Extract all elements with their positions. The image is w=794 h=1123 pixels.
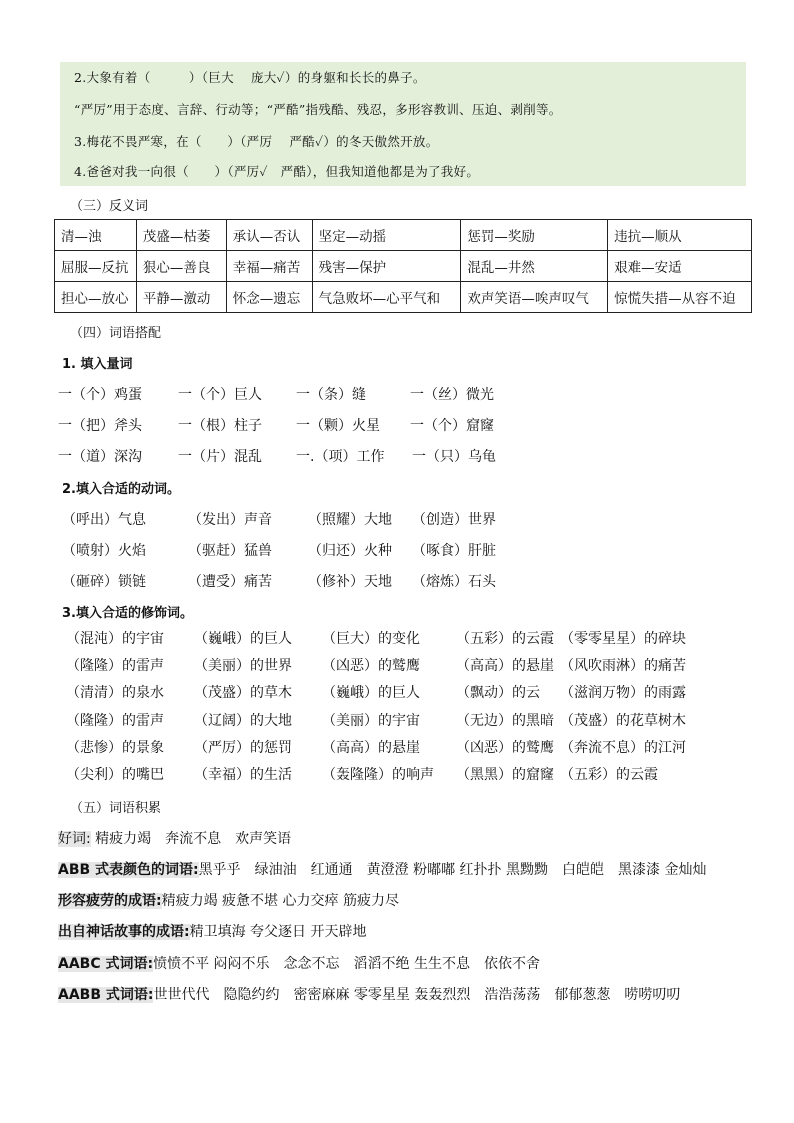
accumulation-line [58, 921, 367, 941]
table-cell: 怀念—遗忘 [226, 282, 312, 313]
exercise-line-4: 4.爸爸对我一向很（ ）（严厉✓ 严酷），但我知道他都是为了我好。 [74, 164, 480, 179]
table-cell: 屈服—反抗 [55, 251, 137, 282]
table-row [55, 282, 752, 313]
table-cell: 承认—否认 [226, 220, 312, 251]
accumulation-label: 形容疲劳的成语: [58, 893, 162, 909]
accumulation-line [58, 859, 706, 879]
list-item: （驱赶）猛兽 [188, 543, 272, 559]
list-item: （创造）世界 [412, 512, 496, 528]
table-cell: 气急败坏—心平气和 [312, 282, 461, 313]
section-title-accumulation: （五）词语积累 [70, 801, 162, 816]
verb-title: 2.填入合适的动词。 [62, 482, 180, 497]
table-cell: 茂盛—枯萎 [136, 220, 226, 251]
list-item: （五彩）的云霞 [456, 631, 554, 647]
list-item: （轰隆隆）的响声 [322, 767, 434, 783]
list-item: （隆隆）的雷声 [66, 658, 164, 674]
list-item: 一（丝）微光 [410, 387, 494, 403]
table-cell: 幸福—痛苦 [226, 251, 312, 282]
accumulation-content: 愤愤不平 闷闷不乐 念念不忘 滔滔不绝 生生不息 依依不舍 [153, 956, 540, 972]
list-item: （高高）的悬崖 [322, 740, 420, 756]
accumulation-content: 精卫填海 夸父逐日 开天辟地 [189, 924, 367, 940]
accumulation-line [58, 953, 540, 973]
list-item: 一（道）深沟 [58, 449, 142, 465]
list-item: （巍峨）的巨人 [194, 631, 292, 647]
list-item: （风吹雨淋）的痛苦 [560, 658, 686, 674]
list-item: （喷射）火焰 [62, 543, 146, 559]
list-item: （滋润万物）的雨露 [560, 685, 686, 701]
accumulation-line [58, 890, 399, 910]
list-item: （奔流不息）的江河 [560, 740, 686, 756]
list-item: （黑黑）的窟窿 [456, 767, 554, 783]
list-item: （辽阔）的大地 [194, 713, 292, 729]
list-item: （归还）火种 [308, 543, 392, 559]
list-item: （五彩）的云霞 [560, 767, 658, 783]
list-item: （飘动）的云 [456, 685, 540, 701]
list-item: （混沌）的宇宙 [66, 631, 164, 647]
accumulation-label: ABB 式表颜色的词语: [58, 862, 199, 878]
list-item: （茂盛）的花草树木 [560, 713, 686, 729]
list-item: 一（根）柱子 [178, 418, 262, 434]
list-item: （茂盛）的草木 [194, 685, 292, 701]
list-item: （凶恶）的鹫鹰 [456, 740, 554, 756]
table-cell: 违抗—顺从 [608, 220, 752, 251]
list-item: （幸福）的生活 [194, 767, 292, 783]
list-item: （无边）的黑暗 [456, 713, 554, 729]
list-item: （零零星星）的碎块 [560, 631, 686, 647]
antonym-table [54, 219, 752, 313]
list-item: 一（个）窟窿 [410, 418, 494, 434]
accumulation-label: AABC 式词语: [58, 956, 154, 972]
list-item: （尖利）的嘴巴 [66, 767, 164, 783]
accumulation-label: 好词: [58, 831, 91, 847]
list-item: （呼出）气息 [62, 512, 146, 528]
list-item: （啄食）肝脏 [412, 543, 496, 559]
list-item: （遭受）痛苦 [188, 574, 272, 590]
explanation-box [60, 62, 746, 186]
section-title-antonyms: （三）反义词 [70, 199, 149, 214]
list-item: 一（只）乌龟 [412, 449, 496, 465]
list-item: 一.（项）工作 [296, 449, 385, 465]
list-item: 一（个）鸡蛋 [58, 387, 142, 403]
table-row [55, 220, 752, 251]
list-item: （巍峨）的巨人 [322, 685, 420, 701]
accumulation-line [58, 828, 291, 848]
list-item: （熔炼）石头 [412, 574, 496, 590]
list-item: （发出）声音 [188, 512, 272, 528]
exercise-line-2: 2.大象有着（ ）（巨大 庞大✓）的身躯和长长的鼻子。 [74, 70, 426, 85]
table-cell: 担心—放心 [55, 282, 137, 313]
list-item: （修补）天地 [308, 574, 392, 590]
list-item: （隆隆）的雷声 [66, 713, 164, 729]
list-item: （严厉）的惩罚 [194, 740, 292, 756]
list-item: （高高）的悬崖 [456, 658, 554, 674]
table-cell: 平静—激动 [136, 282, 226, 313]
table-cell: 惊慌失措—从容不迫 [608, 282, 752, 313]
table-cell: 坚定—动摇 [312, 220, 461, 251]
exercise-line-3: 3.梅花不畏严寒，在（ ）（严厉 严酷✓）的冬天傲然开放。 [74, 134, 439, 149]
list-item: 一（条）缝 [296, 387, 366, 403]
list-item: （巨大）的变化 [322, 631, 420, 647]
accumulation-label: 出自神话故事的成语: [58, 924, 190, 940]
table-cell: 狠心—善良 [136, 251, 226, 282]
accumulation-line [58, 984, 680, 1004]
list-item: （美丽）的宇宙 [322, 713, 420, 729]
accumulation-content: 精疲力竭 奔流不息 欢声笑语 [90, 831, 292, 847]
list-item: 一（把）斧头 [58, 418, 142, 434]
table-cell: 清—浊 [55, 220, 137, 251]
list-item: 一（个）巨人 [178, 387, 262, 403]
table-cell: 惩罚—奖励 [461, 220, 608, 251]
section-title-collocation: （四）词语搭配 [70, 326, 162, 341]
measure-word-title: 1. 填入量词 [62, 357, 133, 372]
accumulation-content: 精疲力竭 疲惫不堪 心力交瘁 筋疲力尽 [161, 893, 399, 909]
modifier-title: 3.填入合适的修饰词。 [62, 606, 193, 621]
accumulation-content: 世世代代 隐隐约约 密密麻麻 零零星星 轰轰烈烈 浩浩荡荡 郁郁葱葱 唠唠叨叨 [153, 987, 681, 1003]
list-item: 一（颗）火星 [296, 418, 380, 434]
list-item: （悲惨）的景象 [66, 740, 164, 756]
list-item: （清清）的泉水 [66, 685, 164, 701]
table-cell: 欢声笑语—唉声叹气 [461, 282, 608, 313]
accumulation-content: 黑乎乎 绿油油 红通通 黄澄澄 粉嘟嘟 红扑扑 黑黝黝 白皑皑 黑漆漆 金灿灿 [198, 862, 707, 878]
table-cell: 艰难—安适 [608, 251, 752, 282]
table-row [55, 251, 752, 282]
list-item: （照耀）大地 [308, 512, 392, 528]
list-item: （砸碎）锁链 [62, 574, 146, 590]
table-cell: 残害—保护 [312, 251, 461, 282]
list-item: （凶恶）的鹫鹰 [322, 658, 420, 674]
accumulation-label: AABB 式词语: [58, 987, 154, 1003]
list-item: 一（片）混乱 [178, 449, 262, 465]
table-cell: 混乱—井然 [461, 251, 608, 282]
definition-line: “严厉”用于态度、言辞、行动等；“严酷”指残酷、残忍，多形容教训、压迫、剥削等。 [74, 102, 562, 117]
list-item: （美丽）的世界 [194, 658, 292, 674]
